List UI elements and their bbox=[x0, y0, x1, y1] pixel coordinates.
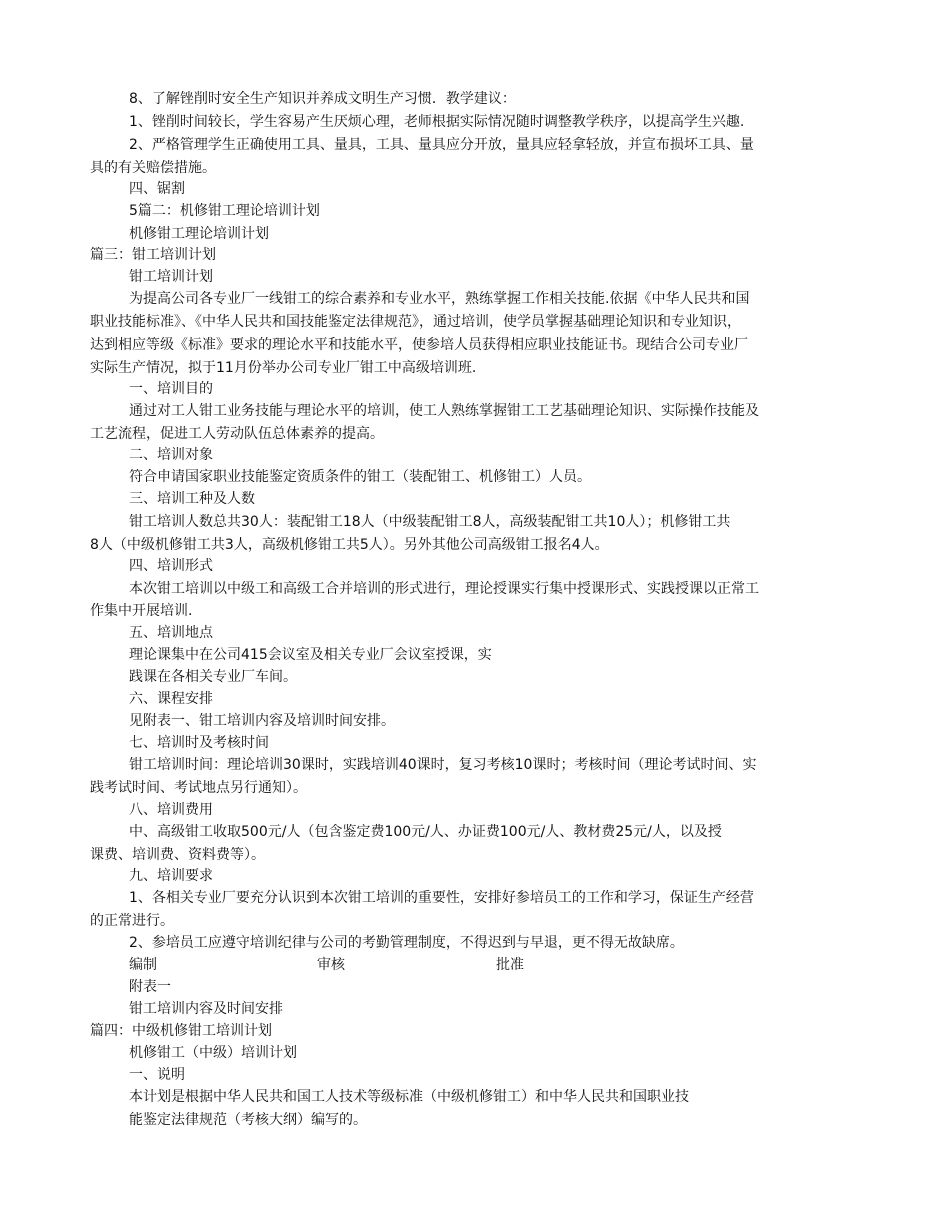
prepared-by-label: 编制 bbox=[129, 957, 157, 973]
text-line: 作集中开展培训. bbox=[90, 603, 193, 619]
article-heading: 篇四：中级机修钳工培训计划 bbox=[90, 1023, 272, 1039]
appendix-label: 附表一 bbox=[129, 979, 171, 995]
text-line: 符合申请国家职业技能鉴定资质条件的钳工（装配钳工、机修钳工）人员。 bbox=[129, 469, 591, 485]
reviewed-by-label: 审核 bbox=[317, 957, 345, 973]
text-line: 8、了解锉削时安全生产知识并养成文明生产习惯．教学建议： bbox=[129, 91, 516, 107]
text-line: 为提高公司各专业厂一线钳工的综合素养和专业水平，熟练掌握工作相关技能.依据《中华人民共和国 bbox=[129, 291, 750, 307]
text-line: 本次钳工培训以中级工和高级工合并培训的形式进行，理论授课实行集中授课形式、实践授课以正常工 bbox=[129, 581, 759, 597]
text-line: 钳工培训时间：理论培训30课时，实践培训40课时，复习考核10课时；考核时间（理论考试时间、实 bbox=[129, 757, 757, 773]
text-line: 实际生产情况，拟于11月份举办公司专业厂钳工中高级培训班. bbox=[90, 360, 477, 376]
section-heading: 九、培训要求 bbox=[129, 868, 213, 884]
appendix-title: 钳工培训内容及时间安排 bbox=[129, 1001, 283, 1017]
section-heading: 四、培训形式 bbox=[129, 558, 213, 574]
article-title: 机修钳工（中级）培训计划 bbox=[129, 1045, 297, 1061]
text-line: 2、严格管理学生正确使用工具、量具，工具、量具应分开放，量具应轻拿轻放，并宣布损坏工具、量 bbox=[129, 137, 754, 153]
text-line: 本计划是根据中华人民共和国工人技术等级标准（中级机修钳工）和中华人民共和国职业技 bbox=[129, 1089, 689, 1105]
section-heading: 四、锯割 bbox=[129, 181, 185, 197]
section-heading: 八、培训费用 bbox=[129, 802, 213, 818]
text-line: 2、参培员工应遵守培训纪律与公司的考勤管理制度，不得迟到与早退，更不得无故缺席。 bbox=[129, 935, 684, 951]
approved-by-label: 批准 bbox=[496, 957, 524, 973]
text-line: 具的有关赔偿措施。 bbox=[90, 160, 216, 176]
section-heading: 七、培训时及考核时间 bbox=[129, 735, 269, 751]
signature-row bbox=[129, 954, 860, 976]
text-line: 理论课集中在公司415会议室及相关专业厂会议室授课，实 bbox=[129, 647, 492, 663]
section-heading: 六、课程安排 bbox=[129, 691, 213, 707]
text-line: 8人（中级机修钳工共3人，高级机修钳工共5人）。另外其他公司高级钳工报名4人。 bbox=[90, 537, 609, 553]
section-heading: 一、培训目的 bbox=[129, 381, 213, 397]
text-line: 钳工培训人数总共30人：装配钳工18人（中级装配钳工8人，高级装配钳工共10人）；机修钳工共 bbox=[129, 514, 731, 530]
text-line: 中、高级钳工收取500元/人（包含鉴定费100元/人、办证费100元/人、教材费25元/人，以及授 bbox=[129, 824, 722, 840]
section-heading: 二、培训对象 bbox=[129, 447, 213, 463]
text-line: 1、锉削时间较长，学生容易产生厌烦心理，老师根据实际情况随时调整教学秩序，以提高学生兴趣. bbox=[129, 114, 745, 130]
article-title: 钳工培训计划 bbox=[129, 269, 213, 285]
section-heading: 一、说明 bbox=[129, 1067, 185, 1083]
section-heading: 五、培训地点 bbox=[129, 625, 213, 641]
text-line: 达到相应等级《标准》要求的理论水平和技能水平，使参培人员获得相应职业技能证书。现结合公司专业厂 bbox=[90, 337, 748, 353]
text-line: 见附表一、钳工培训内容及培训时间安排。 bbox=[129, 713, 395, 729]
text-line: 践课在各相关专业厂车间。 bbox=[129, 669, 297, 685]
text-line: 课费、培训费、资料费等）。 bbox=[90, 847, 265, 863]
text-line: 能鉴定法律规范（考核大纲）编写的。 bbox=[129, 1112, 367, 1128]
text-line: 的正常进行。 bbox=[90, 913, 174, 929]
text-line: 职业技能标准》、《中华人民共和国技能鉴定法律规范》，通过培训，使学员掌握基础理论知识和专业知识， bbox=[90, 314, 741, 330]
article-heading: 篇三：钳工培训计划 bbox=[90, 247, 216, 263]
text-line: 践考试时间、考试地点另行通知）。 bbox=[90, 780, 307, 796]
article-heading: 5篇二：机修钳工理论培训计划 bbox=[129, 203, 320, 219]
text-line: 通过对工人钳工业务技能与理论水平的培训，使工人熟练掌握钳工工艺基础理论知识、实际操作技能及 bbox=[129, 403, 759, 419]
text-line: 工艺流程，促进工人劳动队伍总体素养的提高。 bbox=[90, 426, 384, 442]
section-heading: 三、培训工种及人数 bbox=[129, 491, 255, 507]
text-line: 1、各相关专业厂要充分认识到本次钳工培训的重要性，安排好参培员工的工作和学习，保证生产经营 bbox=[129, 890, 754, 906]
article-title: 机修钳工理论培训计划 bbox=[129, 226, 269, 242]
